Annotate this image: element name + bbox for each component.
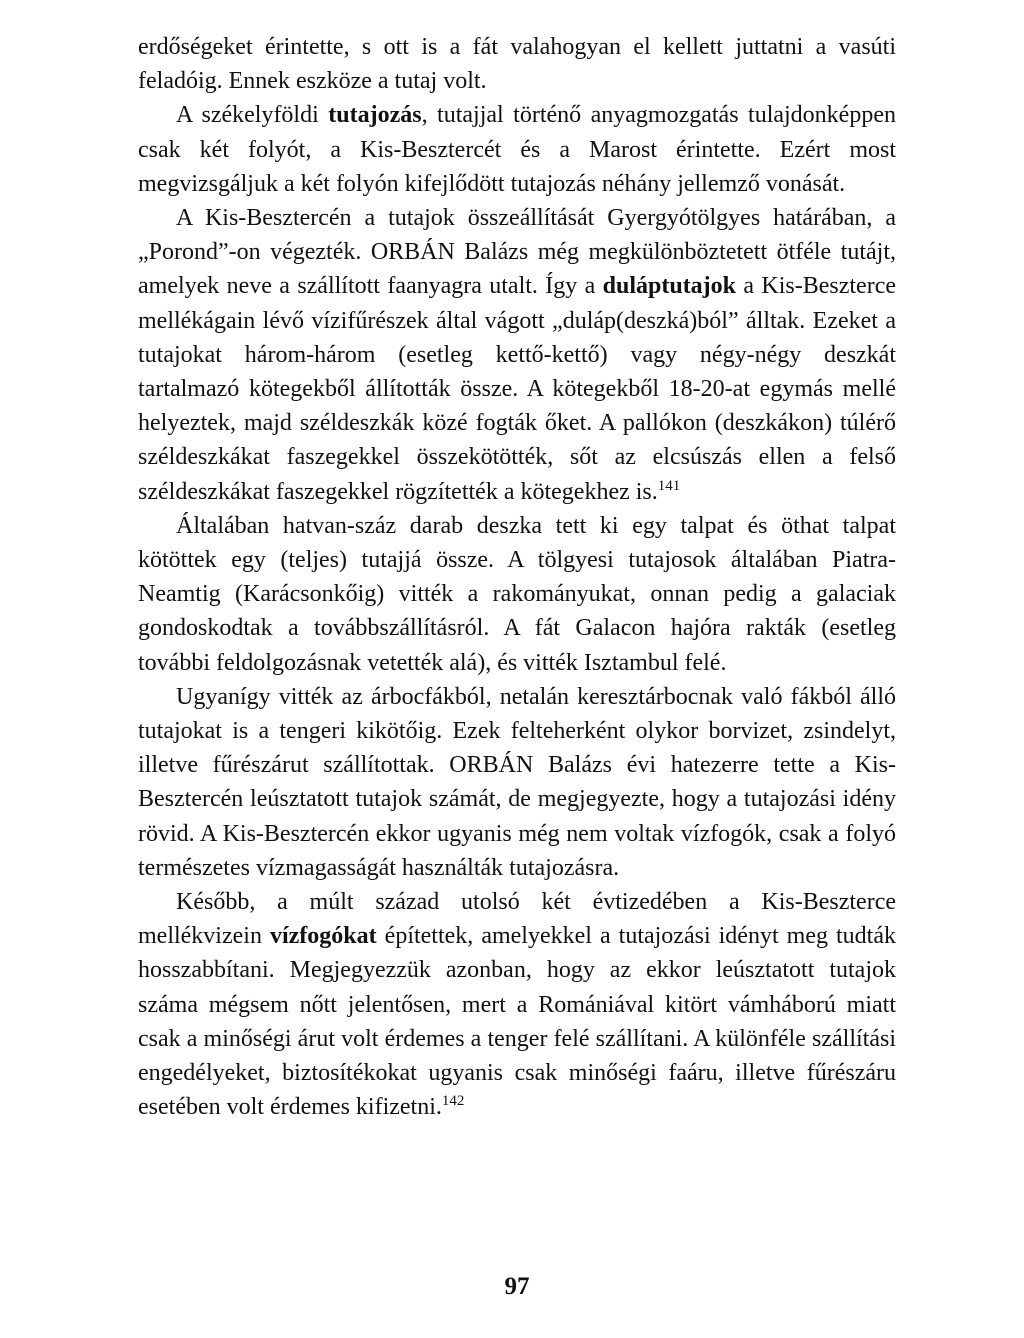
- body-text: [138, 0, 896, 1125]
- paragraph: [138, 885, 896, 1124]
- text-run: A székelyföldi: [176, 102, 329, 129]
- text-run: Később, a múlt század utolsó két évtizedében a Kis-Beszterce mellékvizein: [138, 889, 896, 950]
- paragraph: [138, 509, 896, 680]
- paragraph: [138, 201, 896, 509]
- document-page: [138, 0, 896, 1338]
- bold-term: duláptutajok: [602, 273, 737, 300]
- text-run: a Kis-Beszterce mellékágain lévő vízifűrészek által vágott „duláp(deszká)ból” álltak. Ezeket a tutajokat három-három (esetleg kettő-kettő) vagy négy-négy deszkát tartalmazó kötegekből állították össze. A kötegekből 18-20-at egymás mellé helyeztek, majd széldeszkák közé fogták őket. A pallókon (deszkákon) túlérő széldeszkákat faszegekkel összekötötték, sőt az elcsúszás ellen a felső széldeszkákat faszegekkel rögzítették a kötegekhez is.: [138, 273, 896, 505]
- paragraph: [138, 98, 896, 201]
- text-run: A Kis-Besztercén a tutajok összeállítását Gyergyótölgyes határában, a „Porond”-on végezték. ORBÁN Balázs még megkülönböztetett ötféle tutájt, amelyek neve a szállított faanyagra utalt. Így a: [138, 205, 896, 300]
- text-run: , tutajjal történő anyagmozgatás tulajdonképpen csak két folyót, a Kis-Besztercét és a Marost érintette. Ezért most megvizsgáljuk a két folyón kifejlődött tutajozás néhány jellemző vonását.: [138, 102, 896, 197]
- page-number: 97: [504, 1273, 530, 1300]
- text-run: Ugyanígy vitték az árbocfákból, netalán keresztárbocnak való fákból álló tutajokat is a tengeri kikötőig. Ezek felteherként olykor borvizet, zsindelyt, illetve fűrészárut szállítottak. ORBÁN Balázs évi hatezerre tette a Kis-Besztercén leúsztatott tutajok számát, de megjegyezte, hogy a tutajozási idény rövid. A Kis-Besztercén ekkor ugyanis még nem voltak vízfogók, csak a folyó természetes vízmagasságát használták tutajozásra.: [138, 683, 896, 881]
- text-run: Általában hatvan-száz darab deszka tett ki egy talpat és öthat talpat kötöttek egy (teljes) tutajjá össze. A tölgyesi tutajosok általában Piatra-Neamtig (Karácsonkőig) vitték a rakományukat, onnan pedig a galaciak gondoskodtak a továbbszállításról. A fát Galacon hajóra rakták (esetleg további feldolgozásnak vetették alá), és vitték Isztambul felé.: [138, 512, 896, 676]
- footnote-reference: 142: [441, 1093, 465, 1110]
- text-run: erdőségeket érintette, s ott is a fát valahogyan el kellett juttatni a vasúti feladóig. Ennek eszköze a tutaj volt.: [138, 34, 896, 95]
- text-run: építettek, amelyekkel a tutajozási idényt meg tudták hosszabbítani. Megjegyezzük azonban, hogy az ekkor leúsztatott tutajok száma mégsem nőtt jelentősen, mert a Romániával kitört vámháború miatt csak a minőségi árut volt érdemes a tenger felé szállítani. A különféle szállítási engedélyeket, biztosítékokat ugyanis csak minőségi faáru, illetve fűrészáru esetében volt érdemes kifizetni.: [138, 923, 896, 1121]
- paragraph: [138, 680, 896, 885]
- footnote-reference: 141: [657, 477, 681, 494]
- bold-term: tutajozás: [328, 102, 422, 129]
- bold-term: vízfogókat: [269, 923, 377, 950]
- paragraph: [138, 30, 896, 98]
